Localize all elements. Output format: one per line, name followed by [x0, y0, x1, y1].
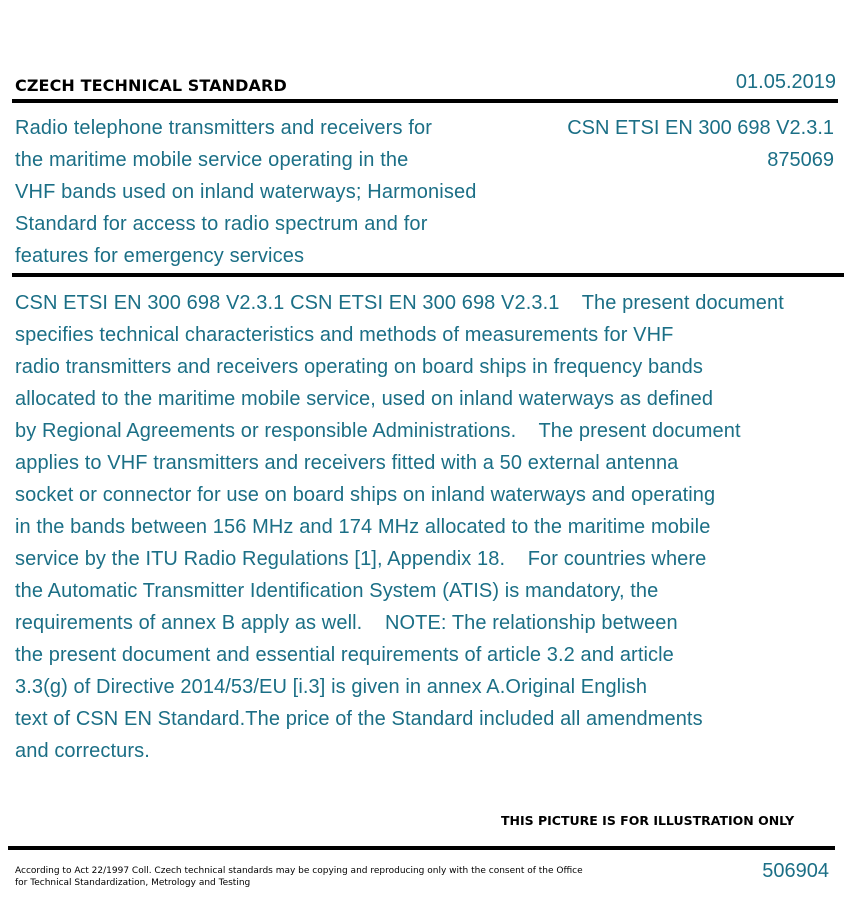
- description-line: text of CSN EN Standard.The price of the Standard included all amendments: [15, 708, 703, 730]
- title-line: the maritime mobile service operating in the: [15, 149, 409, 171]
- title-line: Radio telephone transmitters and receivers for: [15, 117, 433, 139]
- title-divider: [12, 273, 844, 277]
- description-line: requirements of annex B apply as well. NOTE: The relationship between: [15, 612, 678, 634]
- description-line: service by the ITU Radio Regulations [1], Appendix 18. For countries where: [15, 548, 707, 570]
- title-line: VHF bands used on inland waterways; Harmonised: [15, 181, 477, 203]
- standard-title: [15, 112, 515, 272]
- illustration-disclaimer: THIS PICTURE IS FOR ILLUSTRATION ONLY: [501, 813, 795, 828]
- standard-type-label: CZECH TECHNICAL STANDARD: [15, 76, 287, 95]
- standard-designation: [514, 112, 834, 176]
- legal-notice: [15, 865, 615, 889]
- description-line: the present document and essential requirements of article 3.2 and article: [15, 644, 674, 666]
- description-line: in the bands between 156 MHz and 174 MHz allocated to the maritime mobile: [15, 516, 711, 538]
- legal-notice-line: According to Act 22/1997 Coll. Czech technical standards may be copying and reproducing only with the consent of the Office: [15, 866, 583, 876]
- description-line: applies to VHF transmitters and receivers fitted with a 50 external antenna: [15, 452, 679, 474]
- description-line: socket or connector for use on board ships on inland waterways and operating: [15, 484, 716, 506]
- document-number: 506904: [762, 860, 829, 882]
- legal-notice-line: for Technical Standardization, Metrology and Testing: [15, 878, 251, 888]
- title-line: Standard for access to radio spectrum and for: [15, 213, 428, 235]
- catalog-number: 875069: [767, 149, 834, 171]
- description-line: 3.3(g) of Directive 2014/53/EU [i.3] is given in annex A.Original English: [15, 676, 648, 698]
- header-divider: [12, 99, 838, 103]
- title-line: features for emergency services: [15, 245, 305, 267]
- standard-description: [15, 287, 845, 767]
- description-line: by Regional Agreements or responsible Administrations. The present document: [15, 420, 741, 442]
- description-line: CSN ETSI EN 300 698 V2.3.1 CSN ETSI EN 300 698 V2.3.1 The present document: [15, 292, 784, 314]
- standard-code: CSN ETSI EN 300 698 V2.3.1: [567, 117, 834, 139]
- description-line: allocated to the maritime mobile service, used on inland waterways as defined: [15, 388, 714, 410]
- description-line: radio transmitters and receivers operating on board ships in frequency bands: [15, 356, 703, 378]
- footer-divider: [8, 846, 835, 850]
- description-line: specifies technical characteristics and methods of measurements for VHF: [15, 324, 674, 346]
- description-line: the Automatic Transmitter Identification System (ATIS) is mandatory, the: [15, 580, 659, 602]
- description-line: and correcturs.: [15, 740, 150, 762]
- publication-date: 01.05.2019: [735, 71, 836, 93]
